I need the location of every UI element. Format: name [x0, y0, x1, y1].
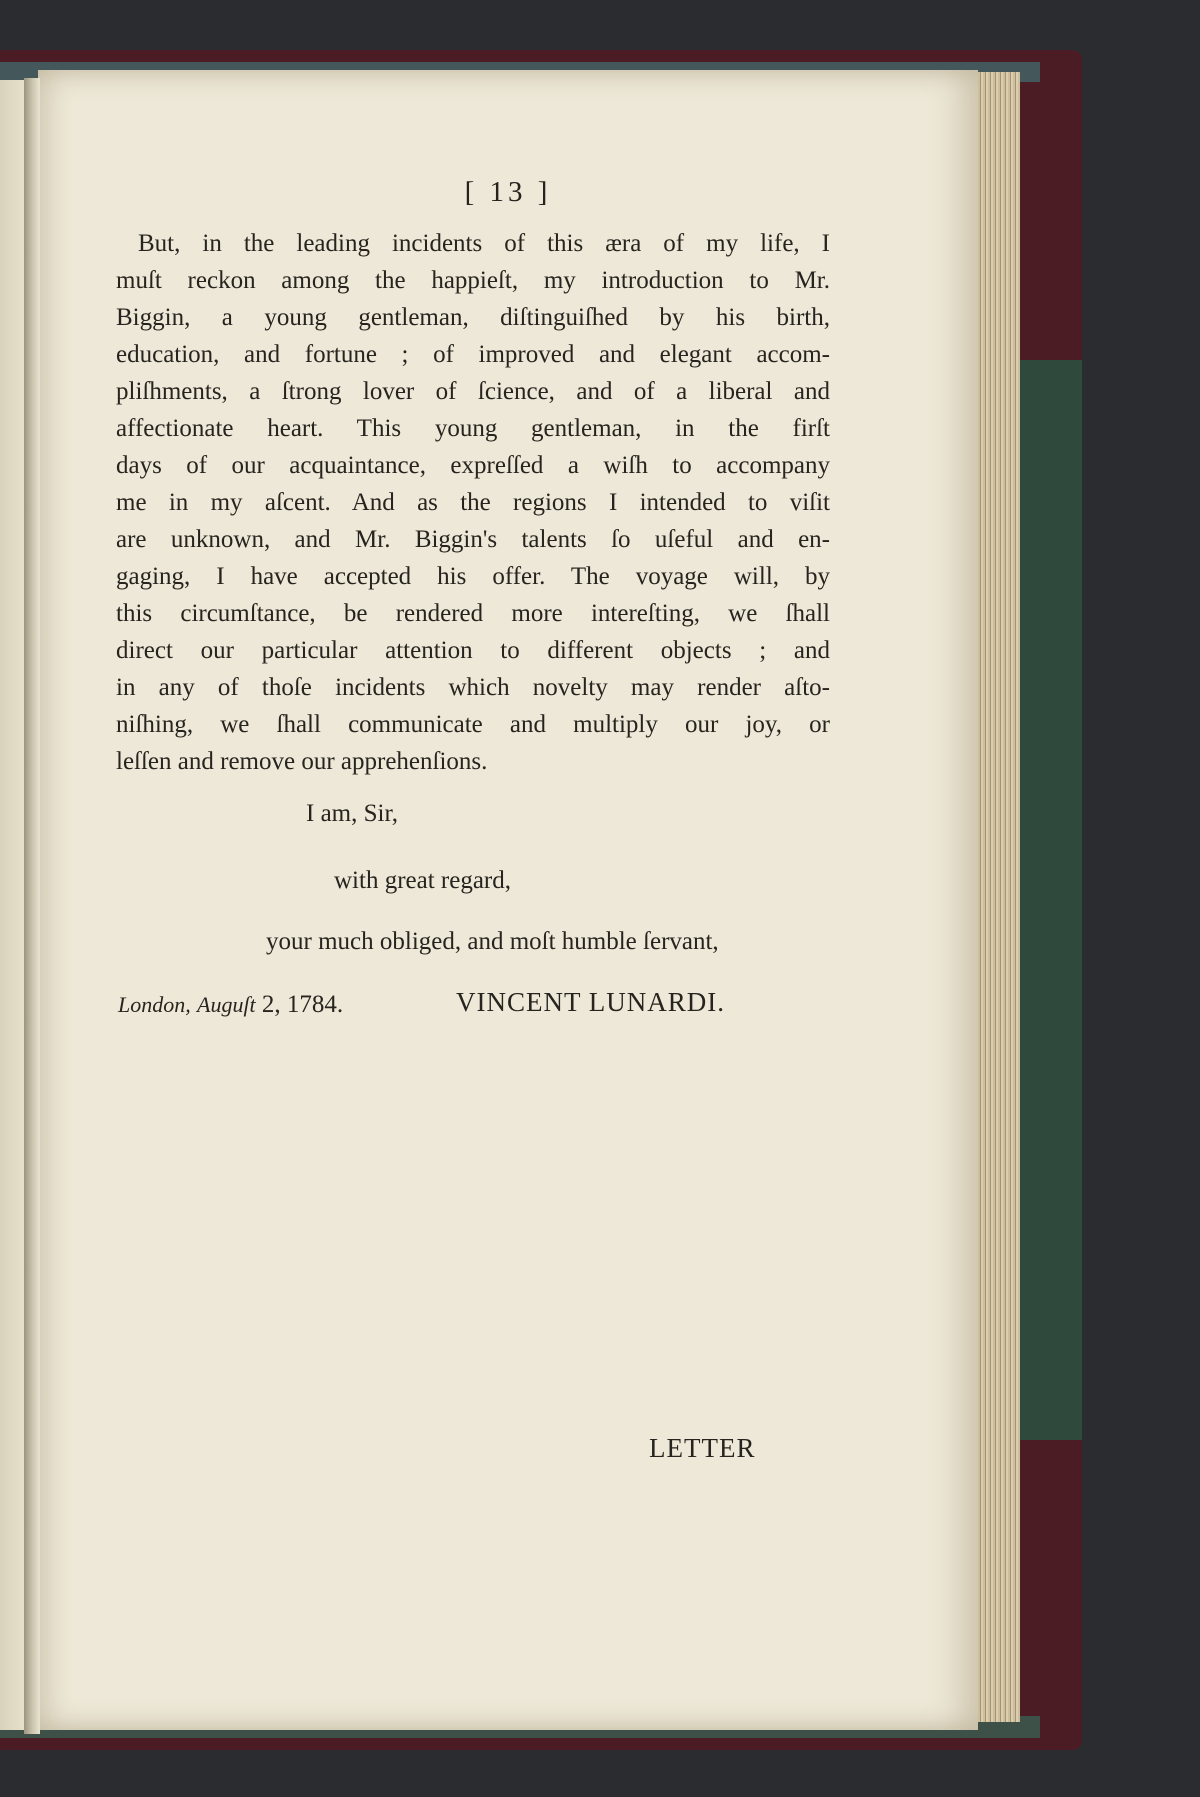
- text-line: affectionate heart. This young gentleman, in the firſt: [116, 415, 830, 442]
- text-line: are unknown, and Mr. Biggin's talents ſo uſeful and en-: [116, 526, 830, 553]
- closing-regard: with great regard,: [334, 867, 512, 894]
- date-month: Auguſt: [197, 992, 256, 1017]
- text-line: Biggin, a young gentleman, diſtinguiſhed by his birth,: [116, 304, 830, 331]
- text-line: me in my aſcent. And as the regions I intended to viſit: [116, 489, 830, 516]
- closing-salutation: I am, Sir,: [306, 800, 399, 827]
- page-gutter: [24, 78, 40, 1734]
- text-line: But, in the leading incidents of this æra of my life, I: [138, 230, 830, 257]
- date-rest: 2, 1784.: [261, 991, 344, 1018]
- text-line: niſhing, we ſhall communicate and multiply our joy, or: [116, 711, 830, 738]
- text-line: in any of thoſe incidents which novelty may render aſto-: [116, 674, 830, 701]
- text-line: education, and fortune ; of improved and elegant accom-: [116, 341, 830, 368]
- page-number: [ 13 ]: [464, 176, 552, 208]
- cover-cloth-band: [1018, 360, 1082, 1440]
- text-line: pliſhments, a ſtrong lover of ſcience, and of a liberal and: [116, 378, 830, 405]
- place-date: [118, 991, 343, 1019]
- text-line: leſſen and remove our apprehenſions.: [116, 748, 488, 775]
- text-line: muſt reckon among the happieſt, my introduction to Mr.: [116, 267, 830, 294]
- place-name: London,: [118, 992, 191, 1017]
- text-line: this circumſtance, be rendered more intereſting, we ſhall: [116, 600, 830, 627]
- signature: VINCENT LUNARDI.: [456, 987, 725, 1017]
- letter-paragraph: [116, 225, 830, 780]
- text-line: gaging, I have accepted his offer. The voyage will, by: [116, 563, 830, 590]
- text-line: days of our acquaintance, expreſſed a wiſh to accompany: [116, 452, 830, 479]
- catchword: LETTER: [649, 1433, 756, 1463]
- closing-servant: your much obliged, and moſt humble ſervant,: [266, 928, 719, 955]
- text-line: direct our particular attention to different objects ; and: [116, 637, 830, 664]
- facing-page: [0, 80, 26, 1730]
- book-page: [38, 70, 978, 1730]
